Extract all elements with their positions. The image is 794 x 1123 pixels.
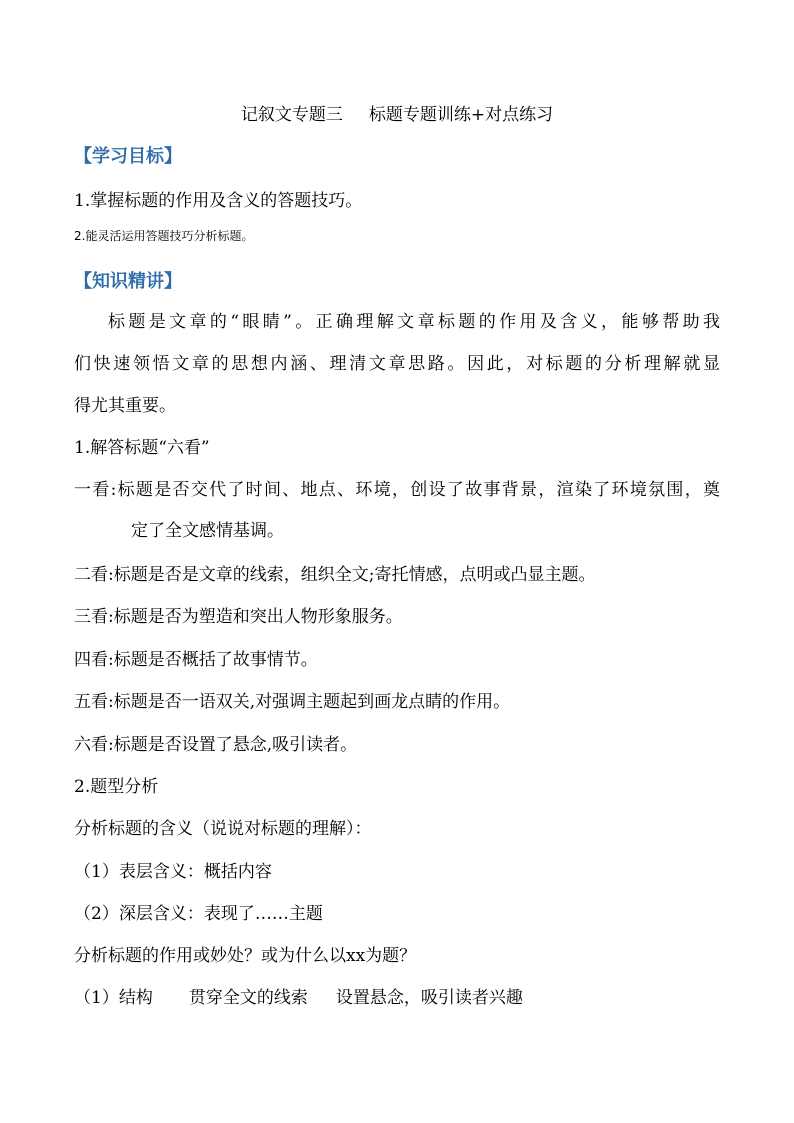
section-heading-knowledge: 【知识精讲】 [74,271,182,292]
function-item-1-clue: 贯穿全文的线索 [188,988,308,1008]
question-type-heading: 2.题型分析 [74,777,159,797]
goal-item-1: 1.掌握标题的作用及含义的答题技巧。 [74,191,363,211]
intro-paragraph-line-2: 们快速领悟文章的思想内涵、理清文章思路。因此，对标题的分析理解就显 [74,354,720,374]
function-item-1-label: （1）结构 [74,988,153,1008]
section-heading-goals: 【学习目标】 [74,146,182,167]
goal-item-2: 2.能灵活运用答题技巧分析标题。 [74,229,254,243]
look-3: 三看:标题是否为塑造和突出人物形象服务。 [74,607,403,627]
intro-paragraph-line-3: 得尤其重要。 [74,396,176,416]
function-question: 分析标题的作用或妙处？或为什么以xx为题？ [74,946,417,966]
look-4: 四看:标题是否概括了故事情节。 [74,650,318,670]
look-1-line-2: 定了全文感情基调。 [131,521,284,541]
look-6: 六看:标题是否设置了悬念,吸引读者。 [74,735,358,755]
title-topic: 标题专题训练+对点练习 [368,105,554,125]
look-5: 五看:标题是否一语双关,对强调主题起到画龙点睛的作用。 [74,692,511,712]
title-series: 记叙文专题三 [240,105,343,125]
function-item-1-suspense: 设置悬念，吸引读者兴趣 [335,988,523,1008]
meaning-item-2: （2）深层含义：表现了……主题 [74,904,323,924]
document-title [0,107,794,124]
six-looks-heading: 1.解答标题“六看” [74,438,210,458]
look-1-line-1: 一看:标题是否交代了时间、地点、环境，创设了故事背景，渲染了环境氛围，奠 [74,480,720,500]
meaning-item-1: （1）表层含义：概括内容 [74,862,272,882]
intro-paragraph-line-1: 标题是文章的“眼睛”。正确理解文章标题的作用及含义，能够帮助我 [108,312,720,332]
function-item-1 [74,990,523,1007]
look-2: 二看:标题是否是文章的线索，组织全文;寄托情感，点明或凸显主题。 [74,565,596,585]
meaning-question: 分析标题的含义（说说对标题的理解）： [74,819,372,839]
